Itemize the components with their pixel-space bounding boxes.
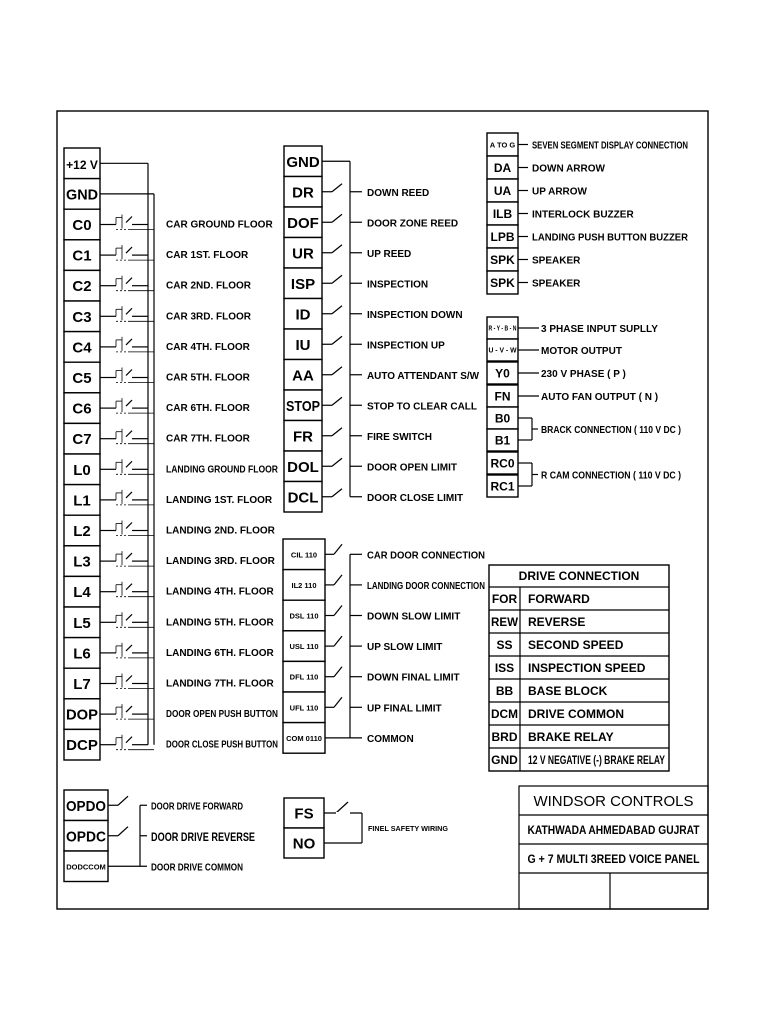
terminal-c7-desc: CAR 7TH. FLOOR — [166, 433, 250, 445]
terminal-il2-110-blade — [334, 575, 342, 585]
display-terminal-group — [487, 133, 689, 294]
terminal-l6-pb-blade — [126, 645, 132, 651]
terminal-gnd-label: GND — [66, 186, 99, 204]
terminal-aa-2-blade — [332, 367, 342, 375]
terminal-cil-110-label: CIL 110 — [290, 550, 318, 560]
terminal-stop-2-desc: STOP TO CLEAR CALL — [367, 401, 478, 413]
drive-row-rew-code: REW — [491, 615, 519, 629]
terminal-dop-pb-blade — [126, 706, 132, 712]
terminal-ur-2-blade — [332, 245, 342, 253]
terminal-ufl-110-blade — [334, 697, 342, 707]
terminal-l1-desc: LANDING 1ST. FLOOR — [166, 494, 273, 506]
terminal-l7-label: L7 — [73, 676, 91, 693]
terminal-c2-label: C2 — [72, 278, 92, 296]
terminal-dfl-110-label: DFL 110 — [289, 672, 319, 682]
terminal-c6-pb-blade — [126, 400, 132, 406]
terminal-gnd-2-label: GND — [286, 153, 320, 171]
terminal-dfl-110-blade — [334, 667, 342, 677]
terminal-ufl-110-desc: UP FINAL LIMIT — [367, 703, 442, 715]
terminal-spk-3-6-desc: SPEAKER — [532, 278, 581, 290]
terminal-l0-pb-blade — [126, 461, 132, 467]
terminal-dof-2-blade — [332, 214, 342, 222]
terminal-cil-110-blade — [334, 544, 342, 554]
terminal-stop-2-blade — [332, 397, 342, 405]
terminal-c0-pb-blade — [126, 217, 132, 223]
panel-name: G + 7 MULTI 3REED VOICE PANEL — [527, 852, 700, 866]
terminal-ur-2-desc: UP REED — [367, 248, 412, 260]
terminal-r-y-b-n-4-label: R - Y - B - N — [488, 323, 517, 333]
terminal-l4-label: L4 — [73, 584, 91, 602]
drive-row-ss-desc: SECOND SPEED — [528, 638, 624, 652]
drive-table-title: DRIVE CONNECTION — [518, 569, 640, 583]
safety-contact-blade — [336, 802, 348, 813]
terminal-dof-2-label: DOF — [287, 214, 319, 232]
terminal-l2-pb-blade — [126, 523, 132, 529]
terminal-dol-2-label: DOL — [287, 458, 319, 476]
terminal-dfl-110-desc: DOWN FINAL LIMIT — [367, 672, 460, 684]
terminal-l1-pb-blade — [126, 492, 132, 498]
terminal-opdo-blade — [118, 796, 128, 805]
terminal-da-3-1-label: DA — [493, 161, 512, 175]
terminal-r-y-b-n-4-desc: 3 PHASE INPUT SUPLLY — [541, 324, 658, 335]
terminal-fs-safety-label: FS — [294, 805, 314, 823]
terminal-da-3-1-desc: DOWN ARROW — [532, 163, 605, 175]
terminal-dol-2-desc: DOOR OPEN LIMIT — [367, 462, 457, 474]
terminal-ua-3-2-desc: UP ARROW — [532, 186, 587, 198]
final-safety-terminal-group — [284, 798, 448, 858]
terminal-c0-desc: CAR GROUND FLOOR — [166, 219, 273, 231]
terminal-iu-2-blade — [332, 336, 342, 344]
terminal-c7-label: C7 — [72, 431, 92, 449]
terminal-opdc-blade — [118, 827, 128, 836]
terminal-fr-2-desc: FIRE SWITCH — [367, 431, 432, 443]
terminal-c1-pb-blade — [126, 247, 132, 253]
terminal-l6-desc: LANDING 6TH. FLOOR — [166, 647, 274, 659]
terminal-dsl-110-label: DSL 110 — [289, 611, 319, 621]
terminal-id-2-label: ID — [295, 306, 311, 324]
terminal-iu-2-desc: INSPECTION UP — [367, 340, 445, 352]
terminal-l5-pb-blade — [126, 614, 132, 620]
terminal-cil-110-desc: CAR DOOR CONNECTION — [367, 550, 485, 562]
terminal-no-safety-label: NO — [292, 835, 316, 853]
reed-switch-terminal-group — [284, 146, 480, 512]
terminal-dr-2-blade — [332, 184, 342, 192]
drive-row-brd-desc: BRAKE RELAY — [528, 730, 614, 744]
terminal-c5-label: C5 — [72, 370, 92, 387]
terminal-l4-pb-blade — [126, 584, 132, 590]
terminal-il2-110-desc: LANDING DOOR CONNECTION — [367, 580, 485, 592]
terminal-dsl-110-desc: DOWN SLOW LIMIT — [367, 611, 461, 623]
terminal-rc0-4-label: RC0 — [490, 456, 515, 471]
terminal-dr-2-desc: DOWN REED — [367, 187, 430, 199]
door-drive-terminal-group — [64, 790, 255, 882]
terminal-c5-pb-blade — [126, 370, 132, 376]
terminal-rc1-4-label: RC1 — [490, 479, 515, 494]
terminal-l2-label: L2 — [73, 523, 91, 540]
drive-row-bb-desc: BASE BLOCK — [528, 684, 608, 698]
terminal-dof-2-desc: DOOR ZONE REED — [367, 218, 459, 230]
terminal-c4-desc: CAR 4TH. FLOOR — [166, 341, 250, 353]
terminal-opdc-label: OPDC — [66, 828, 107, 846]
terminal-y0-4-desc: 230 V PHASE ( P ) — [541, 369, 626, 380]
terminal-aa-2-label: AA — [292, 367, 314, 385]
terminal-c1-desc: CAR 1ST. FLOOR — [166, 250, 249, 262]
terminal-y0-4-label: Y0 — [495, 366, 510, 381]
terminal-dop-desc: DOOR OPEN PUSH BUTTON — [166, 709, 278, 721]
drive-row-iss-code: ISS — [494, 661, 515, 675]
terminal-l7-desc: LANDING 7TH. FLOOR — [166, 678, 274, 690]
terminal-opdo-label: OPDO — [66, 797, 107, 815]
terminal-l3-pb-blade — [126, 553, 132, 559]
terminal-c2-desc: CAR 2ND. FLOOR — [166, 280, 251, 292]
terminal-stop-2-label: STOP — [286, 397, 320, 415]
terminal-l7-pb-blade — [126, 676, 132, 682]
sheet-border — [57, 111, 708, 909]
drive-connection-table — [489, 565, 669, 771]
terminal-dcp-label: DCP — [66, 737, 98, 755]
terminal-ufl-110-label: UFL 110 — [289, 703, 319, 713]
terminal-l4-desc: LANDING 4TH. FLOOR — [166, 586, 274, 598]
terminal-dsl-110-blade — [334, 606, 342, 616]
power-terminal-group — [487, 317, 681, 497]
terminal-c1-label: C1 — [72, 247, 92, 265]
terminal-id-2-desc: INSPECTION DOWN — [367, 309, 463, 321]
terminal-opdc-desc: DOOR DRIVE REVERSE — [151, 829, 255, 844]
terminal-fn-4-label: FN — [494, 389, 511, 404]
terminal-lpb-3-4-desc: LANDING PUSH BUTTON BUZZER — [532, 232, 689, 244]
drive-row-ss-code: SS — [496, 638, 513, 652]
terminal-c7-pb-blade — [126, 431, 132, 437]
terminal-c3-label: C3 — [72, 308, 92, 326]
drive-row-brd-code: BRD — [491, 730, 518, 744]
terminal-dol-2-blade — [332, 458, 342, 466]
terminal-dodccom-desc: DOOR DRIVE COMMON — [151, 862, 243, 874]
terminal-ua-3-2-label: UA — [493, 184, 512, 198]
terminal-com-0110-label: COM 0110 — [286, 733, 322, 743]
terminal-a-to-g-3-0-desc: SEVEN SEGMENT DISPLAY CONNECTION — [532, 140, 688, 152]
drive-row-iss-desc: INSPECTION SPEED — [528, 661, 646, 675]
terminal-iu-2-label: IU — [295, 336, 311, 354]
terminal-opdo-desc: DOOR DRIVE FORWARD — [151, 801, 243, 813]
terminal-il2-110-label: IL2 110 — [291, 580, 317, 590]
drive-row-gnd-code: GND — [491, 753, 518, 767]
terminal-ilb-3-3-label: ILB — [492, 207, 513, 221]
terminal-c6-desc: CAR 6TH. FLOOR — [166, 403, 250, 415]
terminal-isp-2-desc: INSPECTION — [367, 279, 429, 291]
drive-row-rew-desc: REVERSE — [528, 615, 586, 629]
drive-row-for-desc: FORWARD — [528, 592, 590, 606]
safety-limit-terminal-group — [283, 539, 485, 753]
terminal-dcp-desc: DOOR CLOSE PUSH BUTTON — [166, 739, 278, 751]
terminal-c4-pb-blade — [126, 339, 132, 345]
title-block — [519, 786, 708, 909]
drive-row-gnd-desc: 12 V NEGATIVE (-) BRAKE RELAY — [528, 753, 665, 767]
terminal-lpb-3-4-label: LPB — [490, 230, 515, 244]
safety-contact-gap — [336, 812, 350, 814]
terminal-l3-label: L3 — [73, 553, 91, 571]
final-safety-desc: FINEL SAFETY WIRING — [368, 824, 449, 833]
brake-connection-desc: BRACK CONNECTION ( 110 V DC ) — [541, 425, 681, 436]
terminal-dr-2-label: DR — [292, 184, 314, 202]
terminal-b0-4-label: B0 — [494, 411, 511, 426]
terminal-l0-label: L0 — [73, 461, 91, 479]
terminal-l1-label: L1 — [73, 492, 91, 510]
terminal-c4-label: C4 — [72, 339, 92, 357]
terminal-dcp-pb-blade — [126, 737, 132, 743]
terminal-c3-pb-blade — [126, 308, 132, 314]
terminal-c6-label: C6 — [72, 400, 92, 418]
terminal-usl-110-label: USL 110 — [289, 642, 319, 652]
terminal-fr-2-blade — [332, 428, 342, 436]
terminal-fn-4-desc: AUTO FAN OUTPUT ( N ) — [541, 392, 659, 403]
terminal-l3-desc: LANDING 3RD. FLOOR — [166, 556, 275, 568]
terminal-dcl-2-blade — [332, 489, 342, 497]
terminal-l2-desc: LANDING 2ND. FLOOR — [166, 525, 275, 537]
terminal-dcl-2-desc: DOOR CLOSE LIMIT — [367, 492, 464, 504]
drive-row-bb-code: BB — [495, 684, 514, 698]
terminal-usl-110-desc: UP SLOW LIMIT — [367, 642, 443, 654]
terminal-usl-110-blade — [334, 636, 342, 646]
terminal-dcl-2-label: DCL — [287, 489, 319, 507]
terminal-ilb-3-3-desc: INTERLOCK BUZZER — [532, 209, 634, 221]
drive-row-dcm-code: DCM — [491, 707, 519, 721]
terminal-u-v-w-4-desc: MOTOR OUTPUT — [541, 346, 622, 357]
company-address: KATHWADA AHMEDABAD GUJRAT — [527, 823, 701, 837]
terminal-l6-label: L6 — [73, 645, 91, 663]
terminal-dodccom-label: DODCCOM — [66, 862, 106, 872]
terminal-isp-2-label: ISP — [290, 275, 316, 293]
terminal-spk-3-6-label: SPK — [490, 276, 515, 290]
terminal-aa-2-desc: AUTO ATTENDANT S/W — [367, 370, 480, 382]
terminal-l5-label: L5 — [73, 614, 91, 632]
drive-row-for-code: FOR — [491, 592, 518, 606]
terminal-dop-label: DOP — [66, 706, 98, 724]
terminal-fr-2-label: FR — [293, 428, 313, 446]
terminal-c2-pb-blade — [126, 278, 132, 284]
terminal-ur-2-label: UR — [292, 245, 314, 263]
drive-row-dcm-desc: DRIVE COMMON — [528, 707, 624, 721]
terminal-isp-2-blade — [332, 275, 342, 283]
terminal-a-to-g-3-0-label: A TO G — [489, 140, 516, 150]
terminal-u-v-w-4-label: U - V - W — [488, 345, 518, 355]
terminal-id-2-blade — [332, 306, 342, 314]
terminal-l0-desc: LANDING GROUND FLOOR — [166, 464, 279, 476]
terminal-b1-4-label: B1 — [494, 433, 511, 448]
terminal-c3-desc: CAR 3RD. FLOOR — [166, 311, 251, 323]
car-landing-terminal-group — [64, 148, 279, 760]
terminal-com-0110-desc: COMMON — [367, 733, 414, 745]
terminal-spk-3-5-desc: SPEAKER — [532, 255, 581, 267]
terminal-c5-desc: CAR 5TH. FLOOR — [166, 372, 250, 384]
terminal-c0-label: C0 — [72, 217, 92, 234]
terminal-spk-3-5-label: SPK — [490, 253, 515, 267]
cam-connection-desc: R CAM CONNECTION ( 110 V DC ) — [541, 470, 681, 482]
terminal-l5-desc: LANDING 5TH. FLOOR — [166, 617, 274, 629]
terminal-12-v-label: +12 V — [66, 157, 98, 172]
company-name: WINDSOR CONTROLS — [533, 793, 694, 810]
